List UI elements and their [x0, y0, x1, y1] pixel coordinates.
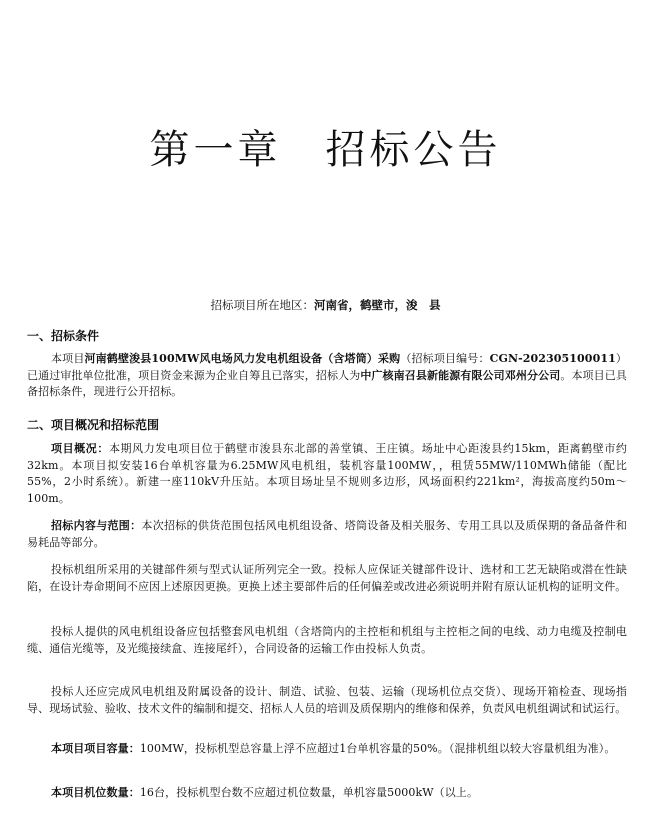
- text-segment: 。本项目已具备招标条件，现进行公开招标。: [27, 368, 627, 398]
- capacity-text: 100MW，投标机型总容量上浮不应超过1台单机容量的50%。（混排机组以较大容量机组为准）。: [139, 742, 616, 755]
- chapter-title: 第一章 招标公告: [149, 127, 502, 173]
- scope-paragraph: [27, 518, 627, 551]
- text-segment: 本项目: [51, 352, 85, 365]
- units-paragraph: [27, 785, 627, 802]
- tenderer-name: 中广核南召县新能源有限公司邓州分公司: [360, 368, 561, 382]
- section-heading-tender-conditions: 一、招标条件: [27, 329, 100, 343]
- section-heading-project-overview: 二、项目概况和招标范围: [27, 418, 160, 432]
- project-overview-paragraph: [27, 441, 627, 507]
- scope-label: 招标内容与范围：: [51, 519, 142, 532]
- project-region: [0, 297, 651, 313]
- units-text: 16台，投标机型台数不应超过机位数量，单机容量5000kW（以上。: [139, 786, 479, 799]
- text-segment: ）已通过审批单位批准，项目资金来源为企业自筹且已落实，招标人为: [27, 352, 627, 382]
- region-label: 招标项目所在地区：: [210, 298, 314, 312]
- overview-text: 本期风力发电项目位于鹤壁市浚县东北部的善堂镇、王庄镇。场址中心距浚县约15km，距离鹤壁市约32km。本项目拟安装16台单机容量为6.25MW风电机组，装机容量100MW，，租赁55MW/110MWh储能（配比55%，2小时系统）。新建一座110kV升压站。本项目场址呈不规则多边形，风场面积约221km²，海拔高度约50m～100m。: [27, 442, 627, 505]
- project-name: 河南鹤壁浚县100MW风电场风力发电机组设备（含塔筒）采购: [84, 352, 401, 365]
- units-label: 本项目机位数量：: [51, 786, 140, 799]
- region-value: 河南省，鹤壁市，浚 县: [314, 298, 441, 312]
- bidder-duties-paragraph: 投标人还应完成风电机组及附属设备的设计、制造、试验、包装、运输（现场机位点交货）、现场开箱检查、现场指导、现场试验、验收、技术文件的编制和提交、招标人人员的培训及质保期内的维修和保养，负责风电机组调试和试运行。: [27, 685, 627, 715]
- key-components-paragraph: 投标机组所采用的关键部件须与型式认证所列完全一致。投标人应保证关键部件设计、选材和工艺无缺陷或潜在性缺陷，在设计寿命期间不应因上述原因更换。更换上述主要部件后的任何偏差或改进必须说明并附有原认证机构的证明文件。: [27, 563, 627, 593]
- overview-label: 项目概况：: [51, 442, 109, 455]
- scope-text: 本次招标的供货范围包括风电机组设备、塔筒设备及相关服务、专用工具以及质保期的备品备件和易耗品等部分。: [27, 519, 627, 549]
- project-code: CGN-202305100011: [489, 352, 616, 365]
- equipment-supply-paragraph: 投标人提供的风电机组设备应包括整套风电机组（含塔筒内的主控柜和机组与主控柜之间的电线、动力电缆及控制电缆、通信光缆等，及光缆接续盒、连接尾纤），合同设备的运输工作由投标人负责。: [27, 625, 627, 655]
- capacity-paragraph: [27, 741, 627, 758]
- tender-conditions-paragraph: [27, 351, 627, 401]
- text-segment: （招标项目编号：: [400, 352, 490, 365]
- capacity-label: 本项目项目容量：: [51, 742, 140, 755]
